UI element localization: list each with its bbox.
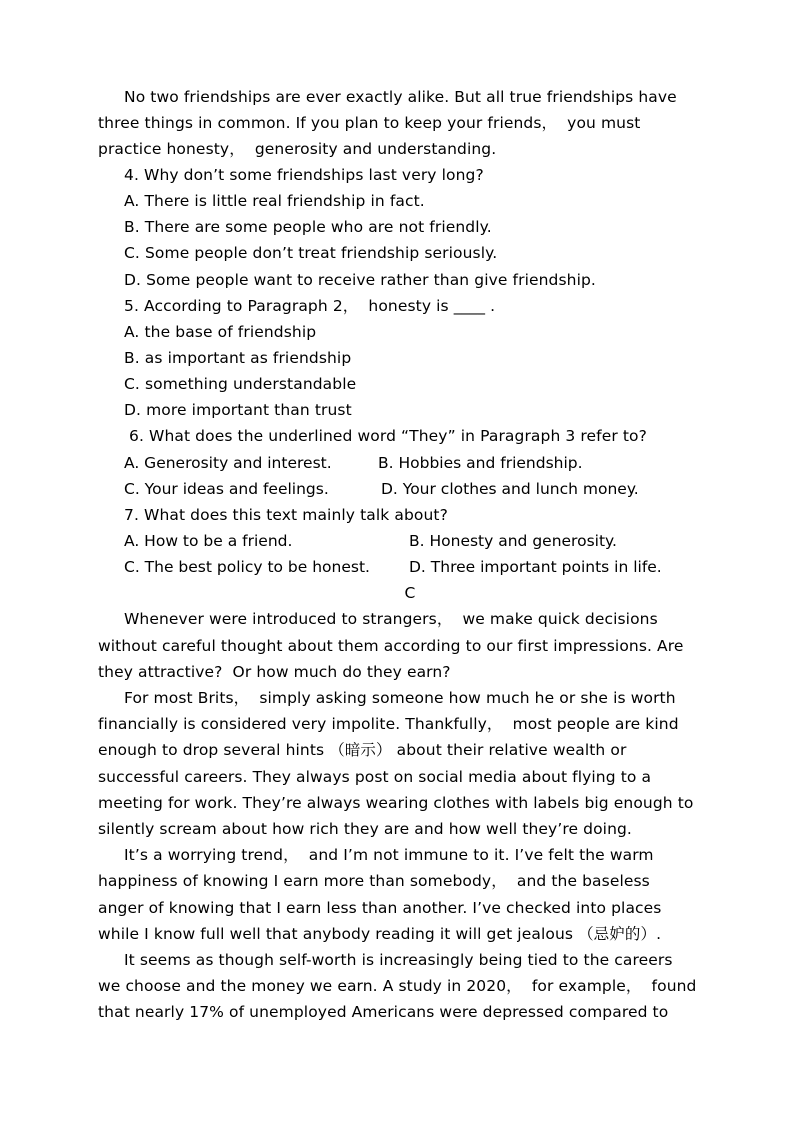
question-5-stem: 5. According to Paragraph 2， honesty is ____ .: [124, 297, 496, 315]
question-5-option-b: B. as important as friendship: [124, 349, 352, 367]
text-line: they attractive? Or how much do they earn?: [98, 663, 451, 681]
text-line: It’s a worrying trend， and I’m not immune to it. I’ve felt the warm: [124, 846, 654, 864]
question-7-option-b: B. Honesty and generosity.: [409, 532, 617, 550]
question-4-option-d: D. Some people want to receive rather than give friendship.: [124, 271, 596, 289]
text-line: silently scream about how rich they are and how well they’re doing.: [98, 820, 632, 838]
section-heading-c: C: [404, 584, 416, 602]
question-5-option-c: C. something understandable: [124, 375, 357, 393]
question-5-option-d: D. more important than trust: [124, 401, 352, 419]
text-line: that nearly 17% of unemployed Americans were depressed compared to: [98, 1003, 669, 1021]
text-line: three things in common. If you plan to keep your friends， you must: [98, 114, 641, 132]
question-6-option-d: D. Your clothes and lunch money.: [381, 480, 639, 498]
question-7-option-a: A. How to be a friend.: [124, 532, 293, 550]
text-line: without careful thought about them according to our first impressions. Are: [98, 637, 684, 655]
question-6-option-b: B. Hobbies and friendship.: [378, 454, 583, 472]
question-4-option-a: A. There is little real friendship in fact.: [124, 192, 425, 210]
text-line: meeting for work. They’re always wearing clothes with labels big enough to: [98, 794, 694, 812]
question-6-option-a: A. Generosity and interest.: [124, 454, 332, 472]
text-line: we choose and the money we earn. A study in 2020， for example， found: [98, 977, 697, 995]
question-7-option-d: D. Three important points in life.: [409, 558, 662, 576]
question-4-option-c: C. Some people don’t treat friendship seriously.: [124, 244, 498, 262]
text-line: Whenever were introduced to strangers， we make quick decisions: [124, 610, 658, 628]
question-5-option-a: A. the base of friendship: [124, 323, 317, 341]
question-4-option-b: B. There are some people who are not friendly.: [124, 218, 492, 236]
question-6-stem: 6. What does the underlined word “They” in Paragraph 3 refer to?: [129, 427, 647, 445]
text-line: happiness of knowing I earn more than somebody， and the baseless: [98, 872, 650, 890]
text-line: successful careers. They always post on social media about flying to a: [98, 768, 652, 786]
question-4-stem: 4. Why don’t some friendships last very long?: [124, 166, 484, 184]
text-line: practice honesty， generosity and understanding.: [98, 140, 497, 158]
text-line: For most Brits， simply asking someone how much he or she is worth: [124, 689, 676, 707]
text-line: It seems as though self-worth is increasingly being tied to the careers: [124, 951, 673, 969]
question-7-stem: 7. What does this text mainly talk about?: [124, 506, 448, 524]
text-line: while I know full well that anybody reading it will get jealous （忌妒的）.: [98, 925, 662, 943]
question-7-option-c: C. The best policy to be honest.: [124, 558, 370, 576]
text-line: enough to drop several hints （暗示） about their relative wealth or: [98, 741, 627, 759]
text-line: No two friendships are ever exactly alike. But all true friendships have: [124, 88, 677, 106]
text-line: anger of knowing that I earn less than another. I’ve checked into places: [98, 899, 662, 917]
text-line: financially is considered very impolite. Thankfully， most people are kind: [98, 715, 679, 733]
question-6-option-c: C. Your ideas and feelings.: [124, 480, 329, 498]
